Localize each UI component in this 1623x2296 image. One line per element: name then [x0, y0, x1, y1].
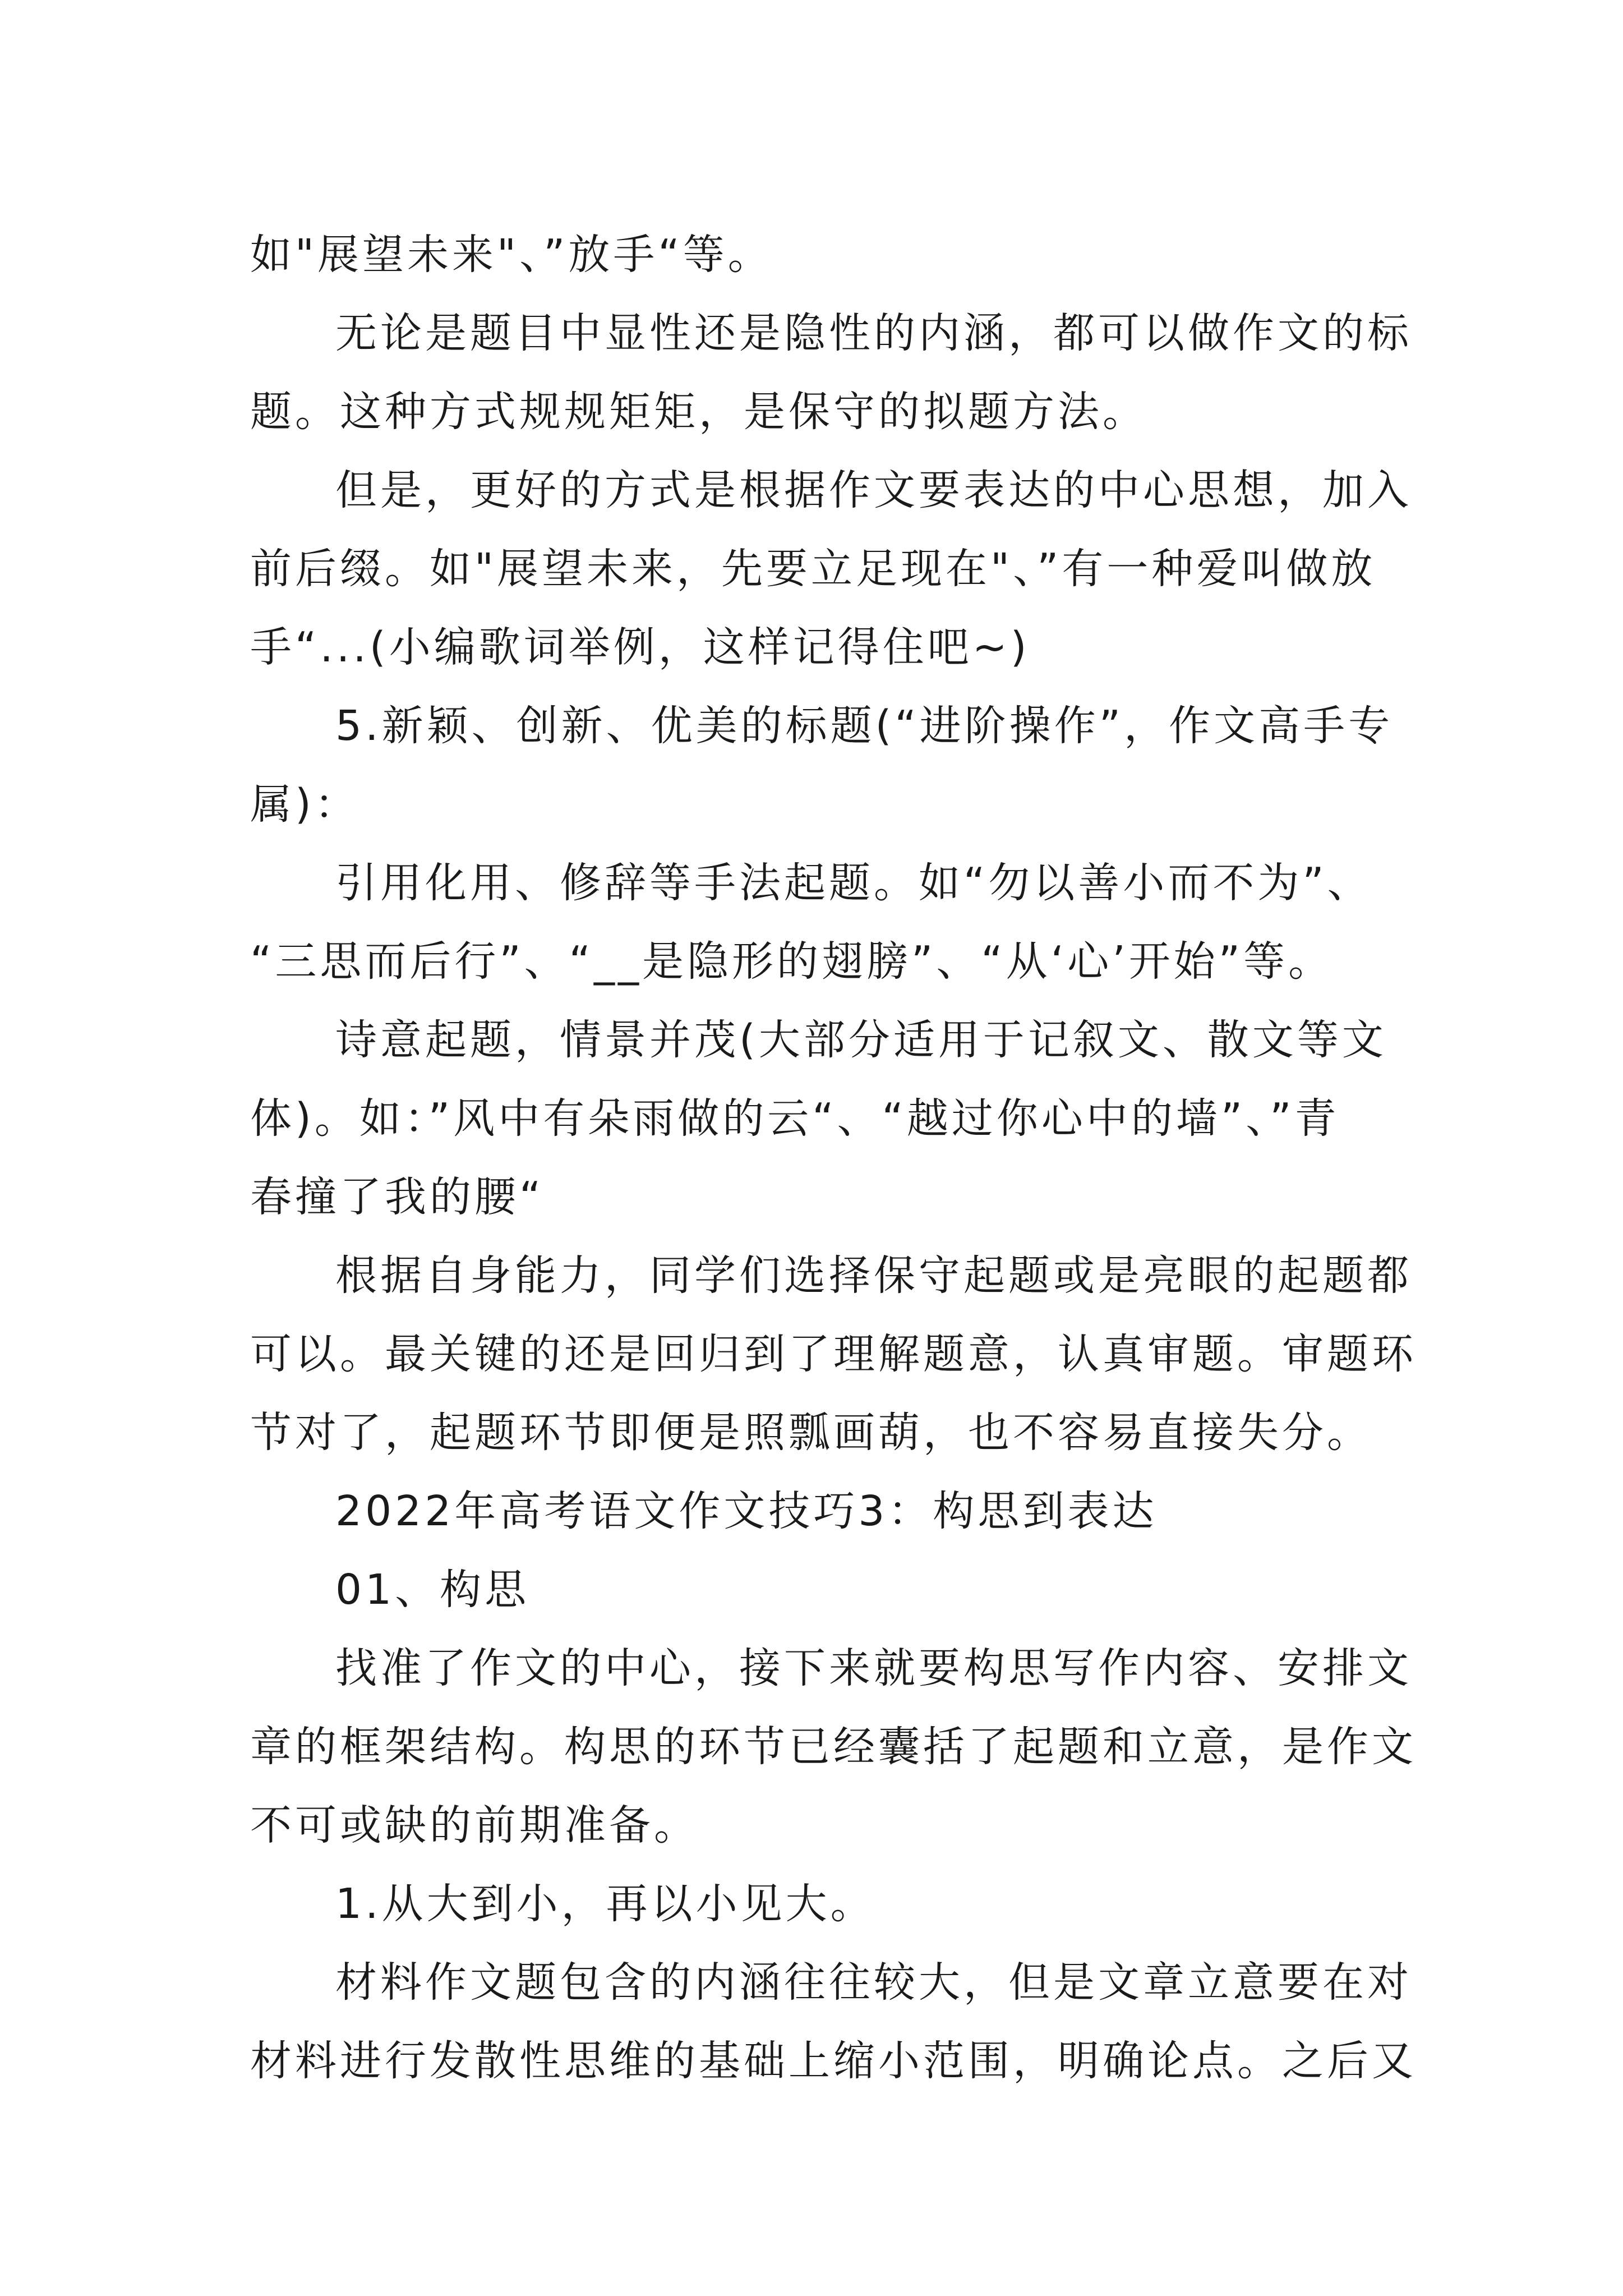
text-line: 可以。最关键的还是回归到了理解题意，认真审题。审题环 — [250, 1330, 1417, 1378]
text-line: 节对了，起题环节即便是照瓢画葫，也不容易直接失分。 — [250, 1409, 1372, 1457]
subsection-heading: 01、构思 — [335, 1566, 530, 1614]
text-line: 1.从大到小，再以小见大。 — [335, 1880, 875, 1928]
text-line: 如"展望未来"、”放手“等。 — [250, 231, 773, 279]
text-line: 找准了作文的中心，接下来就要构思写作内容、安排文 — [335, 1644, 1412, 1692]
text-line: 材料作文题包含的内涵往往较大，但是文章立意要在对 — [335, 1958, 1412, 2007]
text-line: 无论是题目中显性还是隐性的内涵，都可以做作文的标 — [335, 309, 1412, 357]
section-heading: 2022年高考语文作文技巧3：构思到表达 — [335, 1487, 1158, 1535]
text-line: 春撞了我的腰“ — [250, 1173, 545, 1221]
text-line: 章的框架结构。构思的环节已经囊括了起题和立意，是作文 — [250, 1723, 1417, 1771]
text-line: 引用化用、修辞等手法起题。如“勿以善小而不为”、 — [335, 859, 1372, 907]
text-line: 诗意起题，情景并茂(大部分适用于记叙文、散文等文 — [335, 1016, 1387, 1064]
text-line: 不可或缺的前期准备。 — [250, 1801, 699, 1849]
document-page — [250, 215, 1417, 2100]
text-line: 手“...(小编歌词举例，这样记得住吧~) — [250, 623, 1030, 671]
text-line: 属)： — [250, 780, 359, 829]
text-line: 5.新颖、创新、优美的标题(“进阶操作”，作文高手专 — [335, 702, 1394, 750]
text-line: 根据自身能力，同学们选择保守起题或是亮眼的起题都 — [335, 1251, 1412, 1300]
text-line: 但是，更好的方式是根据作文要表达的中心思想，加入 — [335, 466, 1412, 514]
text-line: 体)。如：”风中有朵雨做的云“、“越过你心中的墙”、”青 — [250, 1094, 1340, 1143]
text-line: 题。这种方式规规矩矩，是保守的拟题方法。 — [250, 388, 1147, 436]
text-line: 前后缀。如"展望未来，先要立足现在"、”有一种爱叫做放 — [250, 545, 1376, 593]
text-line: “三思而后行”、“__是隐形的翅膀”、“从‘心’开始”等。 — [250, 937, 1334, 986]
text-line: 材料进行发散性思维的基础上缩小范围，明确论点。之后又 — [250, 2037, 1417, 2085]
